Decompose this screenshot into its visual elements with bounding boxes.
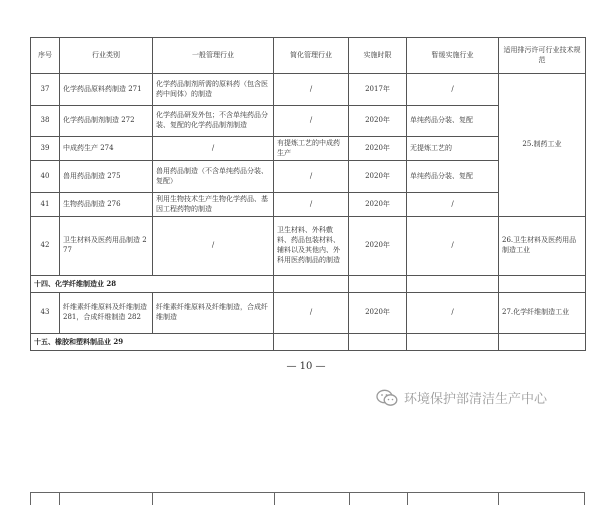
row-simplified: / <box>274 161 349 193</box>
header-deferred: 暂缓实施行业 <box>407 38 499 74</box>
row-deadline: 2020年 <box>349 217 407 276</box>
row-simplified: 有提炼工艺的中成药生产 <box>274 137 349 161</box>
row-deadline: 2017年 <box>349 74 407 106</box>
row-simplified: / <box>274 193 349 217</box>
row-deadline: 2020年 <box>349 161 407 193</box>
section-title: 十五、橡胶和塑料制品业 29 <box>31 334 274 351</box>
header-deadline: 实施时限 <box>349 38 407 74</box>
row-no: 42 <box>31 217 60 276</box>
row-deadline: 2020年 <box>349 137 407 161</box>
header-simplified: 简化管理行业 <box>274 38 349 74</box>
row-general: / <box>153 137 274 161</box>
section-row <box>31 276 586 293</box>
row-deferred: 无提炼工艺的 <box>407 137 499 161</box>
row-tech-spec: 26.卫生材料及医药用品制造工业 <box>499 217 586 276</box>
row-deferred: / <box>407 193 499 217</box>
row-deferred: / <box>407 293 499 334</box>
row-deferred: / <box>407 74 499 106</box>
row-general: / <box>153 217 274 276</box>
row-simplified: 卫生材料、外科敷料、药品包装材料、辅料以及其他内、外科用医药制品的制造 <box>274 217 349 276</box>
row-deadline: 2020年 <box>349 193 407 217</box>
row-simplified: / <box>274 293 349 334</box>
row-category: 化学药品制剂制造 272 <box>60 106 153 137</box>
table-header-row <box>31 38 586 74</box>
row-no: 37 <box>31 74 60 106</box>
next-page-table-edge <box>30 492 585 505</box>
industry-table <box>30 37 586 351</box>
page-number: — 10 — <box>286 361 326 372</box>
section-row <box>31 334 586 351</box>
row-category: 中成药生产 274 <box>60 137 153 161</box>
row-tech-spec: 27.化学纤维制造工业 <box>499 293 586 334</box>
row-deadline: 2020年 <box>349 293 407 334</box>
row-tech-spec: 25.制药工业 <box>499 74 586 217</box>
watermark <box>376 388 547 407</box>
wechat-icon <box>376 389 398 407</box>
row-no: 41 <box>31 193 60 217</box>
row-deferred: 单纯药品分装、复配 <box>407 106 499 137</box>
row-general: 化学药品制剂所需的原料药（包含医药中间体）的制造 <box>153 74 274 106</box>
table-row <box>31 74 586 106</box>
row-general: 化学药品研发外包；不含单纯药品分装、复配的化学药品制剂制造 <box>153 106 274 137</box>
row-no: 43 <box>31 293 60 334</box>
row-deferred: 单纯药品分装、复配 <box>407 161 499 193</box>
row-no: 38 <box>31 106 60 137</box>
row-deferred: / <box>407 217 499 276</box>
row-category: 卫生材料及医药用品制造 277 <box>60 217 153 276</box>
row-simplified: / <box>274 106 349 137</box>
row-general: 兽用药品制造（不含单纯药品分装、复配） <box>153 161 274 193</box>
header-category: 行业类别 <box>60 38 153 74</box>
row-simplified: / <box>274 74 349 106</box>
row-category: 纤维素纤维原料及纤维制造 281，合成纤维制造 282 <box>60 293 153 334</box>
row-category: 兽用药品制造 275 <box>60 161 153 193</box>
table-row <box>31 217 586 276</box>
row-general: 纤维素纤维原料及纤维制造，合成纤维制造 <box>153 293 274 334</box>
row-category: 生物药品制造 276 <box>60 193 153 217</box>
row-deadline: 2020年 <box>349 106 407 137</box>
row-no: 40 <box>31 161 60 193</box>
row-general: 利用生物技术生产生物化学药品、基因工程药物的制造 <box>153 193 274 217</box>
header-tech-spec: 适用排污许可行业技术规范 <box>499 38 586 74</box>
watermark-text: 环境保护部清洁生产中心 <box>404 392 548 407</box>
header-no: 序号 <box>31 38 60 74</box>
row-no: 39 <box>31 137 60 161</box>
section-title: 十四、化学纤维制造业 28 <box>31 276 274 293</box>
row-category: 化学药品原料药制造 271 <box>60 74 153 106</box>
header-general: 一般管理行业 <box>153 38 274 74</box>
table-row <box>31 293 586 334</box>
